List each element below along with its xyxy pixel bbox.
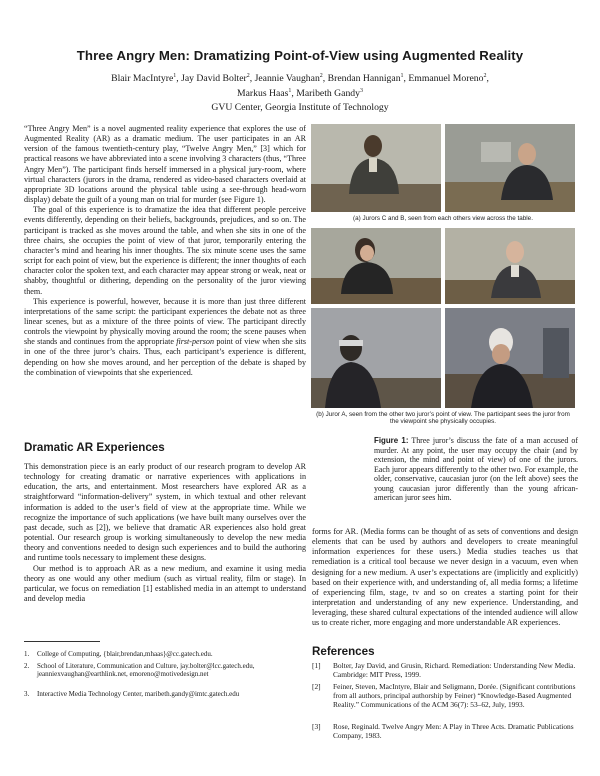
author-name: , Maribeth Gandy [291,88,360,99]
author-list [40,71,560,101]
author-name: , Jeannie Vaughan [249,73,320,84]
author-superscript: 3 [360,87,363,94]
paragraph: Our method is to approach AR as a new medium, and examine it using media theory as one would any other medium (such as virtual reality, film or stage). In particular, we focus on remediation [1] established media in an attempt to understand and develop media [24,563,306,604]
reference-entry [312,682,578,709]
footnote-divider [24,641,100,642]
italic-term: first-person [176,337,215,347]
reference-entry [312,661,578,679]
author-separator: , [486,73,489,84]
author-superscript: 2 [246,72,250,79]
paragraph-text: point of view when she sits in one of the three juror’s chairs. Thus, each participant’s experience is different, depending on how she moves around, and her perception of the debate is shaped by the combination of viewpoints that she experienced. [24,337,306,377]
section-text [24,462,306,604]
reference-text: Bolter, Jay David, and Grusin, Richard. Remediation: Understanding New Media. Cambridge: MIT Press, 1999. [333,661,576,679]
paragraph [24,297,306,378]
author-name: , Jay David Bolter [176,73,247,84]
paragraph: “Three Angry Men” is a novel augmented reality experience that explores the use of Augmented Reality (AR) as a dramatic medium. The user participates in an AR version of the famous twentieth-century play, “Twelve Angry Men,” [3] which for practical reasons we have abbreviated into a scene involving 3 characters (thus, “Three Angry Men”). The participant finds herself immersed in a physical jury-room, where virtual characters (jurors in the drama, rendered as video-based characters overlaid at appropriate 3D locations around the physical table using a see-through head-worn display) debate the guilt of a young man on trial for murder (see Figure 1). [24,124,306,205]
figure-caption-a: (a) Jurors C and B, seen from each others view across the table. [353,215,533,222]
author-name: , Brendan Hannigan [322,73,401,84]
author-superscript: 1 [288,87,292,94]
author-name: Markus Haas [237,88,289,99]
footnote-text: School of Literature, Communication and Culture, jay.bolter@lcc.gatech.edu, jeanniexvaughan@earthlink.net, emoreno@motivedesign.net [37,662,255,679]
reference-number: [3] [312,722,321,731]
paragraph-text: This experience is powerful, however, because it is more than just three different interpretations of the same script: the participant experiences the debate not as three linear scenes, but as a mixture of the three points of view. The participant directly controls the viewpoint by physically moving around the room; the scene pauses when she stands and continues from the appropriate [24,296,306,347]
paper-title: Three Angry Men: Dramatizing Point-of-View using Augmented Reality [76,48,524,63]
footnote-number: 3. [24,690,30,698]
reference-entry [312,722,578,740]
footnote-text: College of Computing, {blair,brendan,mhaas}@cc.gatech.edu. [37,650,213,658]
footnote [24,690,306,698]
section-heading: Dramatic AR Experiences [24,441,165,454]
author-superscript: 2 [483,72,487,79]
footnote-text: Interactive Media Technology Center, maribeth.gandy@imtc.gatech.edu [37,690,240,698]
figure-caption-text: Three juror’s discuss the fate of a man accused of murder. At any point, the user may occupy the chair (and by extension, the mind and point of view) of one of the jurors. Each juror appears differently to the other two. For example, the older, conservative, caucasian juror (on the left above) sees the young caucasian juror differently than the young african-american juror sees him. [374,436,579,502]
photo-juror-views [311,228,575,304]
reference-text: Feiner, Steven, MacIntyre, Blair and Seligmann, Dorée. (Significant contributions from all authors, principal authorship by Feiner) “Knowledge-Based Augmented Reality.” Communications of the ACM 36(7): 53–62, July, 1993. [333,682,576,709]
figure-caption-b: (b) Juror A, seen from the other two juror’s point of view. The participant sees the juror from the viewpoint she physically occupies. [316,411,570,426]
references-heading: References [312,645,375,658]
paragraph: The goal of this experience is to dramatize the idea that different people perceive events differently, depending on their beliefs, backgrounds, prejudices, and so on. The participant is tracked as she moves around the table, and when she sits in one of the three chairs, she occupies the point of view of that juror, temporarily entering the character’s mind and hearing his inner thoughts. The six minute scene uses the same script for each point of view, but the experience is different; the inner thoughts of each character color the spoken text, and each character may appear strong or weak, neat or shabby, thoughtful or dithering, depending on the personality of the juror viewing them. [24,205,306,296]
photo-jurors-c-b [311,124,575,212]
figure-label: Figure 1: [374,436,409,445]
photo-participant-view [311,308,575,408]
intro-text [24,124,306,378]
affiliation: GVU Center, Georgia Institute of Technology [211,102,389,113]
footnote [24,650,306,658]
author-name: Blair MacIntyre [111,73,174,84]
reference-number: [1] [312,661,321,670]
footnote-number: 1. [24,650,30,658]
footnote [24,662,306,679]
paragraph: This demonstration piece is an early product of our research program to develop AR technology for creating dramatic or narrative experiences with applications in education, the arts, and entertainment. Most researchers have explored AR as a straightforward “information-delivery” system, in which textual and other relevant information is added to the user’s field of view at the appropriate time. While we recognize the importance of such applications (we have built many ourselves over the past decade, such as [2]), we believe that dramatic AR experiences also hold great potential. Our research group is working simultaneously to develop the new media theory and conventions needed to design such experiences and to build the authoring and runtime tools necessary to implement these designs. [24,462,306,563]
right-column-text: forms for AR. (Media forms can be thought of as sets of conventions and design elements that can be used by authors and developers to create meaningful information experiences for these users.) Media studies teaches us that remediation is a critical tool because we never design in a vacuum, even when designing for a new medium. A user’s expectations are (implicitly and explicitly) based on their experience with, and understanding of, all media forms; a lifetime of experiencing film, stage, tv and so on creates a starting point for their interpretation and understanding of any new experience. Understanding, and leveraging, these shared cultural expectations of the intended audience will allow us to create richer, more engaging and more understandable AR experiences. [312,527,578,628]
author-superscript: 1 [173,72,177,79]
author-superscript: 2 [319,72,323,79]
author-superscript: 1 [400,72,404,79]
footnote-number: 2. [24,662,30,670]
reference-number: [2] [312,682,321,691]
figure-1-caption [374,436,578,503]
figure-1 [311,124,575,429]
reference-text: Rose, Reginald. Twelve Angry Men: A Play in Three Acts. Dramatic Publications Company, 1983. [333,722,574,740]
author-name: , Emmanuel Moreno [403,73,484,84]
